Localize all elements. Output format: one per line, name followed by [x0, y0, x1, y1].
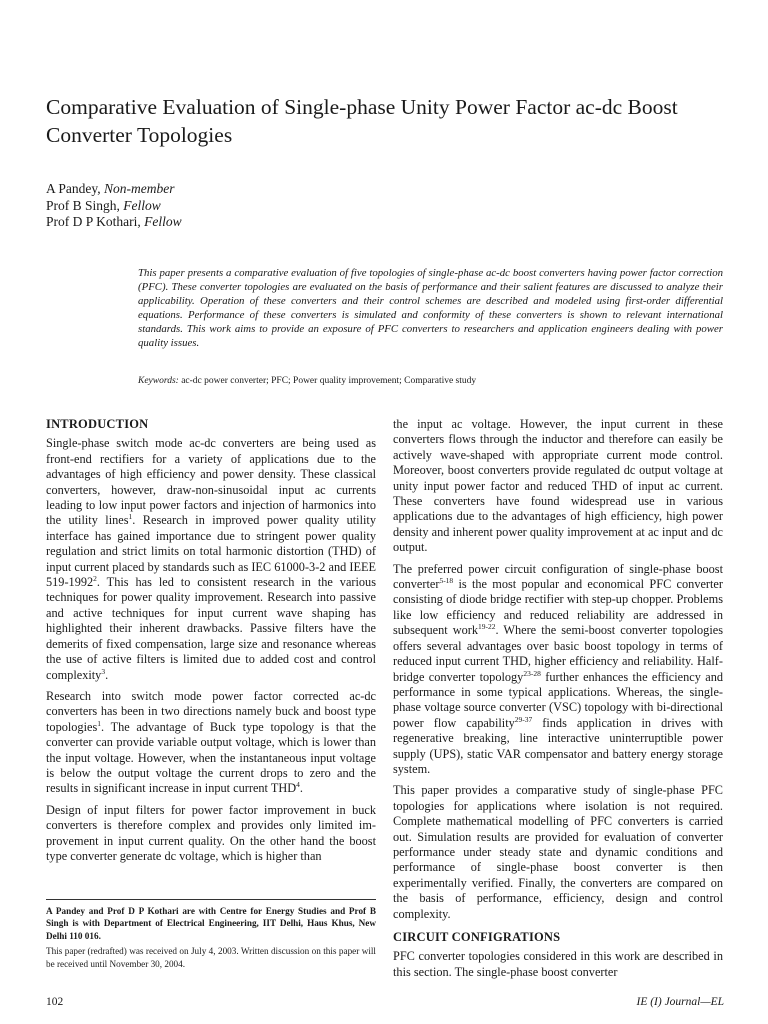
introduction-heading: INTRODUCTION	[46, 417, 149, 431]
right-paragraph-2: The preferred power circuit configuration of single-phase boost converter$^{5-18}$ is the most popular and economical PFC converter consisting of diode bridge rectifier with step-up chopper. Problems like low efficiency and reduced reliability are addressed in subsequent work$^{19-22}$. Where the semi-boost converter topologies offers several advantages over basic boost topology in terms of reduced input current THD, higher efficiency and reliability. Half-bridge converter topology$^{23-28}$ further enhances the efficiency and performance in some typical applications. Whereas, the single-phase voltage source converter (VSC) topology with bi-directional power flow capability$^{29-37}$ finds application in drives with regenerative breaking, line interactive uninterruptible power supply (UPS), static VAR compensator and battery energy storage system.	[393, 561, 723, 776]
keywords-text: ac-dc power converter; PFC; Power quality improvement; Comparative study	[178, 376, 477, 386]
page-number: 102	[46, 996, 64, 1008]
keywords-label: Keywords:	[138, 376, 179, 386]
intro-paragraph-1: Single-phase switch mode ac-dc converters are being used as front-end rectifiers for a variety of applications due to the advantages of high efficiency and power density. These classical converters, however, draw-non-sinusoidal input ac currents leading to low input power factors and injection of harmonics into the utility lines$^1$. Research in improved power quality utility interface has gained importance due to stringent power quality regulation and strict limits on total harmonic distortion (THD) of input current placed by standards such as IEC 61000-3-2 and IEEE 519-1992$^2$. This has led to consistent research in the various techniques for power quality improvement. Research into passive and active techniques for input current wave shaping has highlighted their inherent drawbacks. Passive filters have the demerits of fixed compensation, large size and resonance whereas the use of active filters is limited due to added cost and control complexity$^3$.	[46, 436, 376, 682]
intro-paragraph-3: Design of input filters for power factor improvement in buck converters is therefore complex and provides only limited im-provement in input current quality. On the other hand the boost type converter generate dc voltage, which is higher than	[46, 802, 376, 863]
author-list	[46, 181, 182, 231]
circuit-configurations-heading: CIRCUIT CONFIGRATIONS	[393, 930, 561, 944]
journal-name: IE (I) Journal—EL	[636, 996, 724, 1008]
right-paragraph-4: PFC converter topologies considered in this work are described in this section. The single-phase boost converter	[393, 949, 723, 979]
left-column	[46, 417, 376, 870]
received-note: This paper (redrafted) was received on July 4, 2003. Written discussion on this paper will be received until November 30, 2004.	[46, 946, 376, 969]
right-paragraph-1: the input ac voltage. However, the input current in these converters flows through the inductor and therefore can easily be actively wave-shaped with appropriate current mode control. Moreover, boost converters provide regulated dc output voltage at unity input power factor and reduced THD of input ac current. These converters have found widespread use in various applications due to the advantages of high efficiency, high power density and inherent power quality improvement at ac input and dc output.	[393, 417, 723, 555]
intro-paragraph-2: Research into switch mode power factor corrected ac-dc converters has been in two directions namely buck and boost type topologies$^1$. The advantage of Buck type topology is that the converter can provide variable output voltage, which is lower than the input voltage. However, when the instantaneous input voltage is below the output voltage the current drops to zero and the results in significant increase in input current THD$^4$.	[46, 688, 376, 796]
paper-title: Comparative Evaluation of Single-phase Unity Power Factor ac-dc Boost Converter Topologies	[46, 95, 678, 147]
keywords	[138, 376, 476, 386]
right-paragraph-3: This paper provides a comparative study of single-phase PFC topologies for applications where isolation is not required. Complete mathematical modelling of PFC converters is carried out. Simulation results are provided for evaluation of converter performance under steady state and dynamic conditions and performance of single-phase boost converter is then experimentally verified. Finally, the converters are compared on the basis of performance, efficiency, design and control complexity.	[393, 783, 723, 921]
footnote	[46, 899, 376, 970]
affiliation-note: A Pandey and Prof D P Kothari are with Centre for Energy Studies and Prof B Singh is with Department of Electrical Engineering, IIT Delhi, Haus Khus, New Delhi 110 016.	[46, 906, 376, 941]
right-column	[393, 417, 723, 986]
author-2: Prof B Singh, Fellow	[46, 197, 161, 213]
author-1: A Pandey, Non-member	[46, 181, 175, 196]
author-3: Prof D P Kothari, Fellow	[46, 214, 182, 229]
abstract: This paper presents a comparative evaluation of five topologies of single-phase ac-dc boost converters having power factor correction (PFC). These converter topologies are evaluated on the basis of performance and their salient features are discussed to analyze their applicability. Operation of these converters and their control schemes are described and modeled using first-order differential equations. Performance of these converters is simulated and conformity of these converters is shown to relevant international standards. This work aims to provide an exposure of PFC converters to researchers and application engineers dealing with power quality issues.	[138, 267, 723, 350]
